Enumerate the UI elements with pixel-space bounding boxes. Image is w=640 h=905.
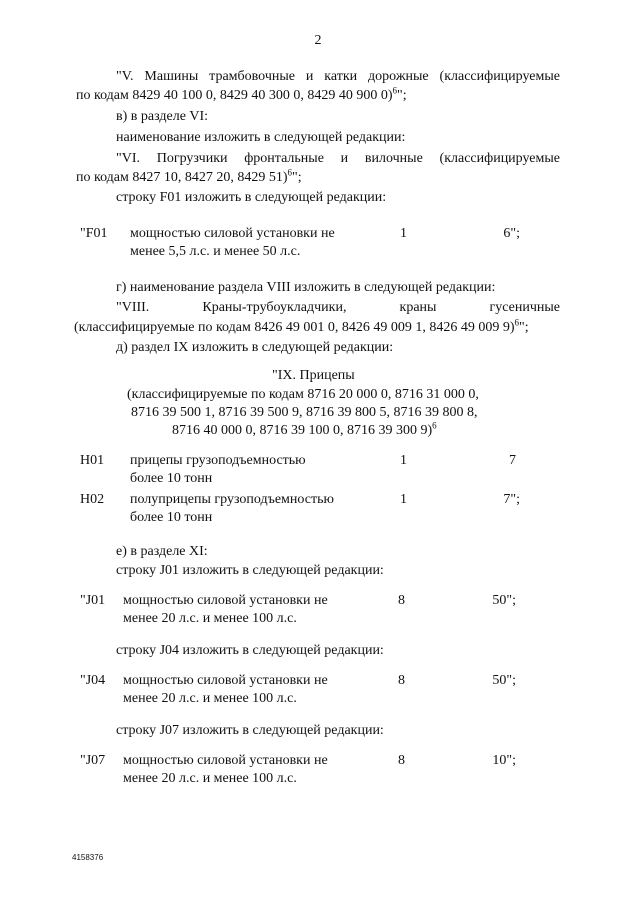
item-g-header: г) наименование раздела VIII изложить в следующей редакции: <box>116 280 496 295</box>
row-qty: 8 <box>398 673 405 688</box>
item-v-header: в) в разделе VI: <box>116 109 209 124</box>
row-code: "J07 <box>80 753 106 768</box>
row-desc-line2: менее 20 л.с. и менее 100 л.с. <box>123 771 297 786</box>
instruction-j04: строку J04 изложить в следующей редакции: <box>116 643 384 658</box>
footer-document-code: 4158376 <box>72 853 104 862</box>
section-v-codes: по кодам 8429 40 100 0, 8429 40 300 0, 8429 40 900 0) <box>76 88 393 103</box>
quote-close: "; <box>397 88 407 103</box>
instruction-name-vi: наименование изложить в следующей редакции: <box>116 130 406 145</box>
item-d-header: д) раздел IX изложить в следующей редакции: <box>116 340 394 355</box>
footnote-ref: 6 <box>432 420 437 431</box>
row-desc-line1: мощностью силовой установки не <box>123 673 328 688</box>
instruction-f01: строку F01 изложить в следующей редакции: <box>116 190 387 205</box>
page-number: 2 <box>314 33 322 48</box>
row-desc-line2: более 10 тонн <box>130 510 213 525</box>
row-value: 50"; <box>492 673 516 688</box>
section-vi-line1: "VI. Погрузчики фронтальные и вилочные (классифицируемые <box>116 151 560 166</box>
row-desc-line2: менее 5,5 л.с. и менее 50 л.с. <box>130 244 301 259</box>
row-code: "J04 <box>80 673 106 688</box>
row-value: 50"; <box>492 593 516 608</box>
row-code: "F01 <box>80 226 108 241</box>
row-desc-line1: мощностью силовой установки не <box>123 593 328 608</box>
section-ix-codes-line1: (классифицируемые по кодам 8716 20 000 0, 8716 31 000 0, <box>127 387 479 402</box>
row-desc-line1: мощностью силовой установки не <box>130 226 335 241</box>
row-value: 6"; <box>503 226 520 241</box>
section-v-line2 <box>76 87 407 104</box>
row-desc-line2: более 10 тонн <box>130 471 213 486</box>
row-qty: 1 <box>400 226 407 241</box>
footnote-ref: 6 <box>287 167 293 178</box>
row-qty: 1 <box>400 453 407 468</box>
section-viii-line1: "VIII. Краны-трубоукладчики, краны гусеничные <box>116 300 560 315</box>
row-code: H01 <box>80 453 105 468</box>
row-desc-line1: полуприцепы грузоподъемностью <box>130 492 334 507</box>
section-ix-codes: 8716 40 000 0, 8716 39 100 0, 8716 39 300 9) <box>172 423 433 438</box>
footnote-ref: 6 <box>392 85 398 96</box>
section-ix-title: "IX. Прицепы <box>272 368 355 383</box>
section-v-line1: "V. Машины трамбовочные и катки дорожные (классифицируемые <box>116 69 560 84</box>
instruction-j01: строку J01 изложить в следующей редакции: <box>116 563 384 578</box>
row-code: H02 <box>80 492 105 507</box>
row-desc-line1: мощностью силовой установки не <box>123 753 328 768</box>
section-viii-codes: (классифицируемые по кодам 8426 49 001 0, 8426 49 009 1, 8426 49 009 9) <box>74 320 515 335</box>
footnote-ref: 6 <box>514 317 519 328</box>
section-vi-codes: по кодам 8427 10, 8427 20, 8429 51) <box>76 170 288 185</box>
row-code: "J01 <box>80 593 106 608</box>
row-qty: 8 <box>398 753 405 768</box>
row-qty: 8 <box>398 593 405 608</box>
row-desc-line1: прицепы грузоподъемностью <box>130 453 306 468</box>
row-value: 7 <box>509 453 516 468</box>
section-vi-line2 <box>76 169 302 186</box>
quote-close: "; <box>519 320 529 335</box>
item-e-header: е) в разделе XI: <box>116 544 208 559</box>
section-viii-line2 <box>74 319 529 336</box>
section-ix-codes-line2: 8716 39 500 1, 8716 39 500 9, 8716 39 800 5, 8716 39 800 8, <box>131 405 478 420</box>
instruction-j07: строку J07 изложить в следующей редакции: <box>116 723 384 738</box>
row-desc-line2: менее 20 л.с. и менее 100 л.с. <box>123 611 297 626</box>
row-qty: 1 <box>400 492 407 507</box>
row-desc-line2: менее 20 л.с. и менее 100 л.с. <box>123 691 297 706</box>
row-value: 10"; <box>492 753 516 768</box>
quote-close: "; <box>292 170 302 185</box>
section-ix-codes-line3 <box>172 422 437 439</box>
row-value: 7"; <box>503 492 520 507</box>
